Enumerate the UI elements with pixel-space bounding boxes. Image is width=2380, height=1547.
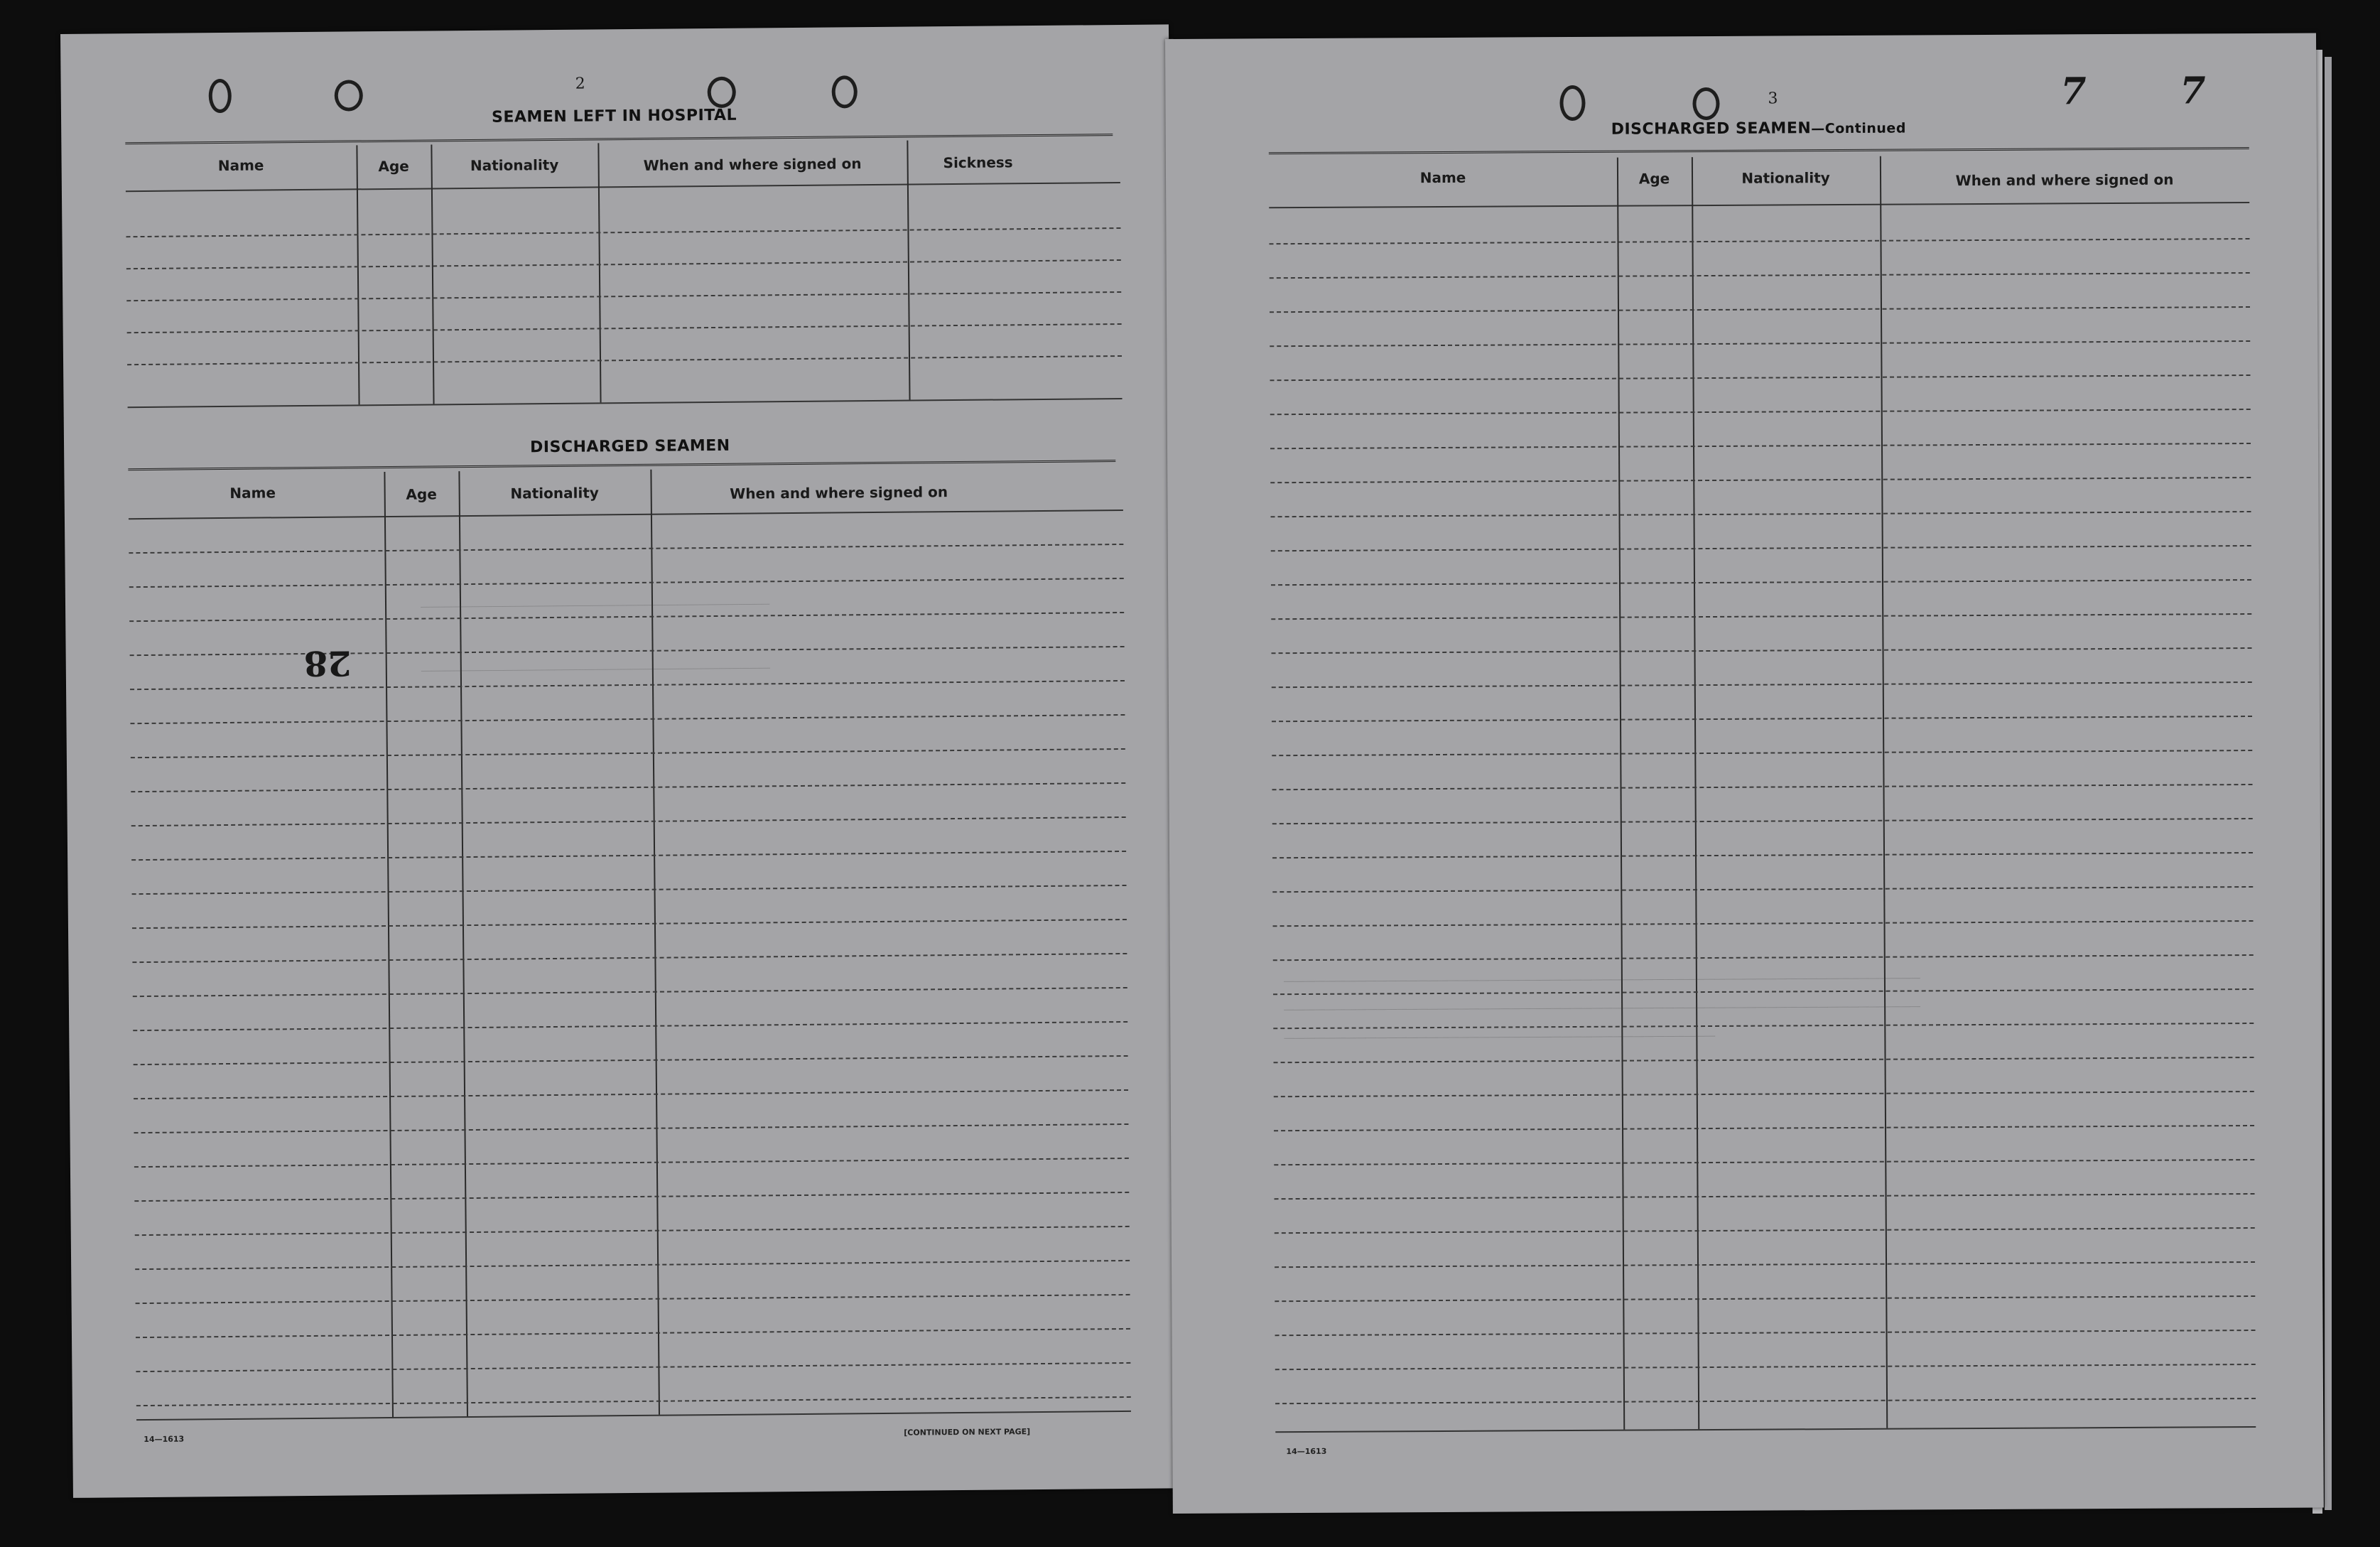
hospital-col-age: Age <box>378 157 409 176</box>
col-signed-on: When and where signed on <box>1955 171 2174 190</box>
row-line <box>1272 886 2253 893</box>
row-line <box>1270 272 2250 279</box>
bleed-through-text: __________________________________ <box>421 603 770 627</box>
discharged-table-bottom-rule <box>136 1411 1131 1421</box>
handwritten-mark: 28 <box>303 642 352 684</box>
punch-hole <box>832 75 858 108</box>
row-line <box>1272 784 2253 790</box>
section-title <box>1611 119 1906 139</box>
hospital-col-divider <box>431 144 434 404</box>
row-line <box>129 578 1124 588</box>
header-rule <box>1269 202 2249 208</box>
bleed-through-text: ______________________________________________________________ <box>1283 959 1920 983</box>
left-page <box>60 24 1181 1498</box>
hospital-col-divider <box>907 141 910 400</box>
hospital-col-sickness: Sickness <box>943 153 1013 172</box>
row-line <box>1275 1398 2256 1404</box>
row-line <box>134 1089 1128 1099</box>
row-line <box>1270 238 2250 244</box>
row-line <box>1271 545 2251 551</box>
table-bottom-rule <box>1275 1426 2256 1433</box>
row-line <box>129 544 1123 554</box>
row-line <box>1272 647 2252 654</box>
form-number: 14—1613 <box>1286 1446 1327 1457</box>
row-line <box>134 1055 1128 1065</box>
bleed-through-text: __________________________________________ <box>1284 1016 1716 1040</box>
hospital-row-line <box>127 323 1122 333</box>
row-line <box>133 1021 1127 1031</box>
row-line <box>1270 306 2250 313</box>
page-number: 3 <box>1768 90 1778 108</box>
row-line <box>1275 1193 2255 1200</box>
section-title-suffix: —Continued <box>1811 120 1906 137</box>
hospital-col-name: Name <box>217 156 264 175</box>
bleed-through-text: ______________________________________________________________ <box>1284 987 1921 1011</box>
hospital-section-title: SEAMEN LEFT IN HOSPITAL <box>491 106 737 126</box>
hospital-row-line <box>126 259 1121 269</box>
hospital-table-top-rule <box>125 134 1113 147</box>
row-line <box>131 748 1125 758</box>
row-line <box>134 1158 1129 1168</box>
row-line <box>1272 818 2253 824</box>
hospital-header-rule <box>126 182 1120 192</box>
col-divider <box>1692 157 1699 1429</box>
row-line <box>1271 579 2251 586</box>
corner-mark: 7 <box>2060 70 2087 114</box>
table-rows <box>1165 33 2316 39</box>
row-line <box>1270 409 2251 415</box>
punch-hole <box>335 80 363 111</box>
row-line <box>132 953 1127 963</box>
page-edge <box>2325 57 2332 1510</box>
hospital-col-divider <box>597 143 601 402</box>
punch-hole <box>1692 87 1719 120</box>
row-line <box>1272 716 2252 722</box>
row-line <box>131 816 1126 826</box>
discharged-header-rule <box>129 510 1123 519</box>
row-line <box>1275 1227 2255 1234</box>
row-line <box>131 851 1126 861</box>
bleed-through-text: __________________________________ <box>421 667 771 691</box>
row-line <box>132 919 1127 929</box>
row-line <box>1275 1364 2256 1370</box>
table-top-rule <box>1269 147 2249 157</box>
hospital-table-bottom-rule <box>128 398 1123 408</box>
discharged-table-top-rule <box>128 460 1115 473</box>
col-age: Age <box>1638 170 1670 188</box>
row-line <box>1270 443 2251 449</box>
page-number: 2 <box>575 75 585 93</box>
row-line <box>135 1226 1130 1236</box>
row-line <box>1274 1091 2254 1097</box>
discharged-col-name: Name <box>229 484 276 502</box>
discharged-col-divider <box>384 472 394 1417</box>
hospital-col-nationality: Nationality <box>470 156 559 174</box>
discharged-rows <box>60 24 1169 34</box>
hospital-row-line <box>126 291 1121 301</box>
row-line <box>135 1260 1130 1270</box>
form-number: 14—1613 <box>144 1434 185 1445</box>
row-line <box>1274 1125 2254 1131</box>
row-line <box>132 885 1127 895</box>
discharged-col-age: Age <box>406 485 437 503</box>
row-line <box>1274 1057 2254 1063</box>
row-line <box>136 1328 1130 1338</box>
row-line <box>133 987 1127 997</box>
discharged-section-title: DISCHARGED SEAMEN <box>529 436 730 457</box>
hospital-col-signed-on: When and where signed on <box>643 155 862 174</box>
hospital-col-divider <box>356 145 359 404</box>
row-line <box>1275 1330 2256 1336</box>
col-divider <box>1880 156 1888 1428</box>
row-line <box>1275 1295 2255 1302</box>
continued-note: [CONTINUED ON NEXT PAGE] <box>904 1427 1031 1438</box>
row-line <box>1271 613 2251 620</box>
row-line <box>136 1396 1131 1406</box>
hospital-row-line <box>127 355 1122 365</box>
punch-hole <box>209 79 232 113</box>
discharged-col-signed-on: When and where signed on <box>730 483 948 502</box>
row-line <box>1273 920 2254 927</box>
row-line <box>1272 681 2252 688</box>
col-nationality: Nationality <box>1741 169 1830 187</box>
section-title-main: DISCHARGED SEAMEN <box>1611 119 1812 139</box>
col-divider <box>1617 158 1625 1430</box>
row-line <box>131 782 1125 792</box>
discharged-col-nationality: Nationality <box>510 484 599 502</box>
row-line <box>1275 1261 2255 1268</box>
hospital-row-line <box>126 227 1120 237</box>
row-line <box>1271 511 2251 517</box>
row-line <box>134 1192 1129 1202</box>
row-line <box>130 646 1125 656</box>
row-line <box>1272 852 2253 858</box>
row-line <box>136 1294 1130 1304</box>
row-line <box>136 1362 1130 1372</box>
punch-hole <box>1559 85 1585 121</box>
row-line <box>1270 340 2250 347</box>
row-line <box>1270 477 2251 483</box>
row-line <box>1272 750 2252 756</box>
right-page <box>1165 33 2324 1514</box>
punch-hole <box>708 77 736 108</box>
corner-mark: 7 <box>2180 69 2206 113</box>
row-line <box>130 714 1125 724</box>
row-line <box>1274 1159 2254 1165</box>
row-line <box>134 1123 1128 1133</box>
col-name: Name <box>1419 168 1466 187</box>
row-line <box>1270 374 2251 381</box>
